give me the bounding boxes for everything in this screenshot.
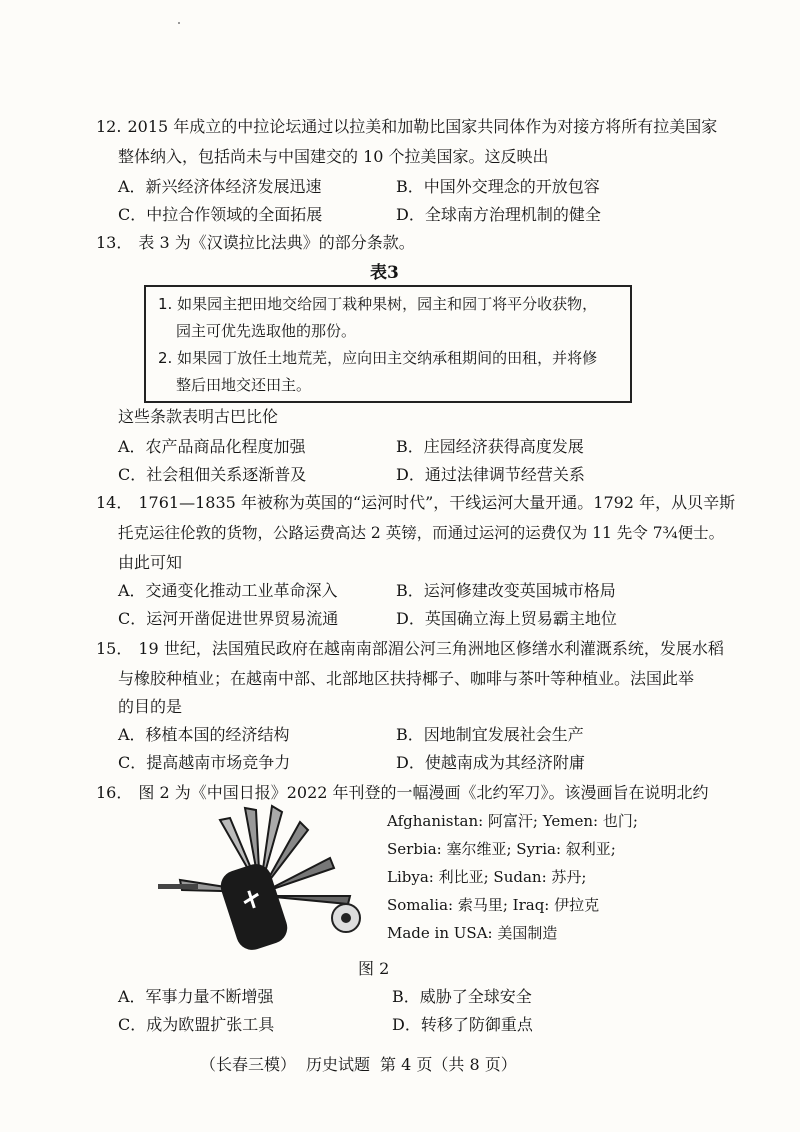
- q14-line3: 由此可知: [118, 553, 183, 572]
- nato-sabre-cartoon: [150, 800, 370, 950]
- q16-option-c: C．成为欧盟扩张工具: [118, 1015, 275, 1034]
- q15-option-d: D．使越南成为其经济附庸: [396, 753, 585, 772]
- q14-line1: [96, 492, 735, 514]
- q15-option-a: A．移植本国的经济结构: [118, 725, 290, 744]
- q15-stem-1: 19 世纪，法国殖民政府在越南南部湄公河三角洲地区修缮水利灌溉系统，发展水稻: [138, 639, 724, 658]
- q16-option-b: B．威胁了全球安全: [392, 987, 532, 1006]
- blade-label-strip: [158, 884, 198, 889]
- q13-number: 13．: [96, 233, 133, 252]
- page-footer: [200, 1052, 527, 1075]
- q13-option-a: A．农产品商品化程度加强: [118, 437, 306, 456]
- q12-line2: 整体纳入，包括尚未与中国建交的 10 个拉美国家。这反映出: [118, 147, 549, 166]
- q15-option-c: C．提高越南市场竞争力: [118, 753, 291, 772]
- q14-option-c: C．运河开凿促进世界贸易流通: [118, 609, 339, 628]
- figure-caption: 图 2: [358, 959, 390, 978]
- q16-option-d: D．转移了防御重点: [392, 1015, 533, 1034]
- table-row-2a: 2. 如果园丁放任土地荒芜，应向田主交纳承租期间的田租，并将修: [158, 349, 598, 367]
- q14-line2: 托克运往伦敦的货物，公路运费高达 2 英镑，而通过运河的运费仅为 11 先令 7¾便士。: [118, 524, 725, 542]
- q15-number: 15．: [96, 639, 133, 658]
- footer-subject: 历史试题: [306, 1055, 371, 1074]
- table-row-1b: 园主可优先选取他的那份。: [176, 322, 357, 340]
- q14-option-a: A．交通变化推动工业革命深入: [118, 581, 338, 600]
- q12-option-c: C．中拉合作领域的全面拓展: [118, 205, 323, 224]
- table-row-1a: 1. 如果园主把田地交给园丁栽种果树，园主和园丁将平分收获物，: [158, 295, 598, 313]
- table-title: 表3: [370, 263, 399, 283]
- q12-option-d: D．全球南方治理机制的健全: [396, 205, 601, 224]
- knife-handle: [217, 860, 292, 950]
- q15-line1: [96, 638, 724, 660]
- q16-number: 16．: [96, 783, 133, 802]
- legend-line-4: Somalia: 索马里; Iraq: 伊拉克: [387, 896, 600, 914]
- q14-number: 14．: [96, 493, 133, 512]
- footer-page: 第 4 页（共 8 页）: [380, 1055, 517, 1074]
- q12-line1: [96, 116, 717, 138]
- legend-line-3: Libya: 利比亚; Sudan: 苏丹;: [387, 868, 587, 886]
- q12-option-a: A．新兴经济体经济发展迅速: [118, 177, 322, 196]
- q12-option-b: B．中国外交理念的开放包容: [396, 177, 600, 196]
- q14-option-b: B．运河修建改变英国城市格局: [396, 581, 616, 600]
- table-row-2b: 整后田地交还田主。: [176, 376, 312, 394]
- q15-line2: 与橡胶种植业；在越南中部、北部地区扶持椰子、咖啡与茶叶等种植业。法国此举: [118, 669, 695, 688]
- q15-option-b: B．因地制宜发展社会生产: [396, 725, 584, 744]
- q12-number: 12.: [96, 117, 122, 136]
- q13-stem-1: 表 3 为《汉谟拉比法典》的部分条款。: [138, 233, 415, 252]
- q16-option-a: A．军事力量不断增强: [118, 987, 274, 1006]
- q13-line1: [96, 232, 415, 254]
- q13-option-c: C．社会租佃关系逐渐普及: [118, 465, 307, 484]
- q14-stem-1: 1761—1835 年被称为英国的“运河时代”，干线运河大量开通。1792 年，从贝辛斯: [138, 493, 736, 512]
- footer-source: （长春三模）: [200, 1055, 297, 1074]
- legend-line-1: Afghanistan: 阿富汗; Yemen: 也门;: [387, 812, 638, 830]
- scan-speck: [178, 22, 180, 24]
- q16-stem-1: 图 2 为《中国日报》2022 年刊登的一幅漫画《北约军刀》。该漫画旨在说明北约: [138, 783, 709, 802]
- q15-line3: 的目的是: [118, 697, 183, 716]
- q13-option-d: D．通过法律调节经营关系: [396, 465, 585, 484]
- q13-option-b: B．庄园经济获得高度发展: [396, 437, 584, 456]
- q14-option-d: D．英国确立海上贸易霸主地位: [396, 609, 617, 628]
- q13-stem: 这些条款表明古巴比伦: [118, 407, 279, 426]
- table-3: [144, 285, 632, 403]
- legend-line-2: Serbia: 塞尔维亚; Syria: 叙利亚;: [387, 840, 616, 858]
- q12-stem-1: 2015 年成立的中拉论坛通过以拉美和加勒比国家共同体作为对接方将所有拉美国家: [127, 117, 718, 136]
- legend-line-5: Made in USA: 美国制造: [387, 924, 558, 942]
